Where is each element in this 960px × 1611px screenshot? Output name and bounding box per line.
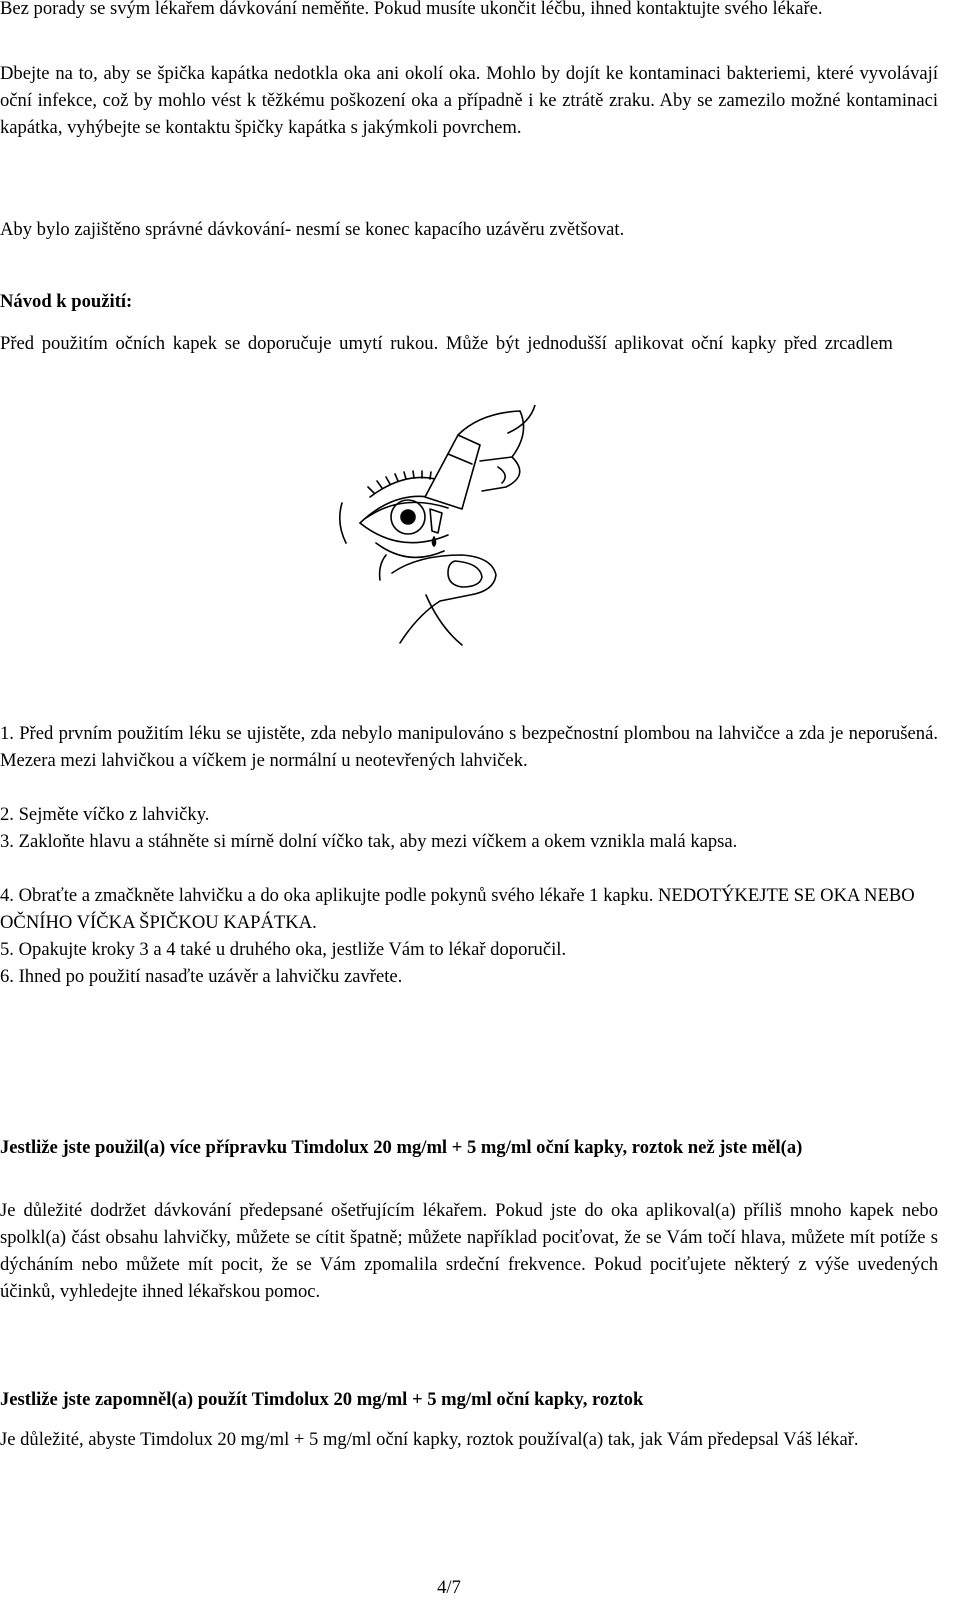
eye-drop-application-illustration [330,405,560,655]
instruction-step-4: 4. Obraťte a zmačkněte lahvičku a do oka aplikujte podle pokynů svého lékaře 1 kapku. NEDOTÝKEJTE SE OKA NEBO OČNÍHO VÍČKA ŠPIČKOU KAPÁTKA. [0,885,915,933]
instructions-heading: Návod k použití: [0,291,133,312]
instruction-step-1: 1. Před prvním použitím léku se ujistěte, zda nebylo manipulováno s bezpečnostní plombou na lahvičce a zda je neporušená. Mezera mezi lahvičkou a víčkem je normální u neotevřených lahviček. [0,723,938,771]
eye-drop-illustration [0,405,960,695]
instruction-step-3: 3. Zakloňte hlavu a stáhněte si mírně dolní víčko tak, aby mezi víčkem a okem vznikla malá kapsa. [0,831,738,852]
missed-dose-paragraph: Je důležité, abyste Timdolux 20 mg/ml + 5 mg/ml oční kapky, roztok používal(a) tak, jak Vám předepsal Váš lékař. [0,1429,859,1450]
overdose-heading: Jestliže jste použil(a) více přípravku Timdolux 20 mg/ml + 5 mg/ml oční kapky, roztok než jste měl(a) [0,1137,803,1158]
instruction-step-5: 5. Opakujte kroky 3 a 4 také u druhého oka, jestliže Vám to lékař doporučil. [0,939,567,960]
instruction-step-2: 2. Sejměte víčko z lahvičky. [0,804,210,825]
instruction-step-6: 6. Ihned po použití nasaďte uzávěr a lahvičku zavřete. [0,966,403,987]
instructions-intro: Před použitím očních kapek se doporučuje umytí rukou. Může být jednodušší aplikovat oční kapky před zrcadlem [0,333,893,354]
dosage-warning-paragraph: Bez porady se svým lékařem dávkování neměňte. Pokud musíte ukončit léčbu, ihned kontaktujte svého lékaře. [0,0,823,19]
dosing-accuracy-paragraph: Aby bylo zajištěno správné dávkování- nesmí se konec kapacího uzávěru zvětšovat. [0,219,625,240]
page-number: 4/7 [437,1577,461,1598]
overdose-paragraph: Je důležité dodržet dávkování předepsané ošetřujícím lékařem. Pokud jste do oka aplikoval(a) příliš mnoho kapek nebo spolkl(a) část obsahu lahvičky, můžete se cítit špatně; můžete například pociťovat, že se Vám točí hlava, můžete mít potíže s dýcháním nebo můžete mít pocit, že se Vám zpomalila srdeční frekvence. Pokud pociťujete některý z výše uvedených účinků, vyhledejte ihned lékařskou pomoc. [0,1200,938,1302]
dropper-hygiene-paragraph: Dbejte na to, aby se špička kapátka nedotkla oka ani okolí oka. Mohlo by dojít ke kontaminaci bakteriemi, které vyvolávají oční infekce, což by mohlo vést k těžkému poškození oka a případně i ke ztrátě zraku. Aby se zamezilo možné kontaminaci kapátka, vyhýbejte se kontaktu špičky kapátka s jakýmkoli povrchem. [0,63,938,138]
missed-dose-heading: Jestliže jste zapomněl(a) použít Timdolux 20 mg/ml + 5 mg/ml oční kapky, roztok [0,1389,644,1410]
